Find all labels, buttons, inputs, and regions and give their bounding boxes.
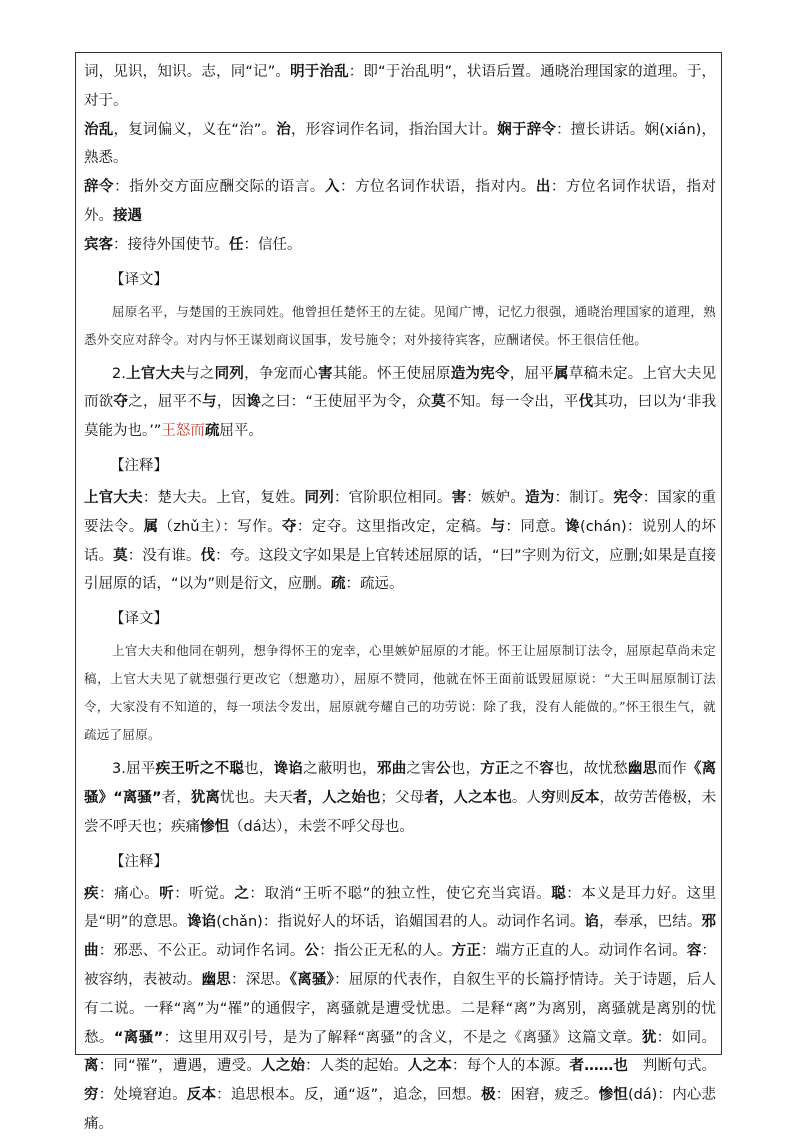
key-term: 谗谄 xyxy=(273,761,304,778)
note-definition: ：每个人的本源。 xyxy=(452,1058,570,1075)
note-term: 听 xyxy=(159,885,175,902)
note-definition: ：深思。 xyxy=(231,971,290,988)
note-definition: ：本义是耳力好。这里是“明”的意思。 xyxy=(84,885,717,931)
note-definition: ：制订。 xyxy=(554,489,614,506)
text-run: 忧也。夫天 xyxy=(220,789,293,806)
note-term: 莫 xyxy=(113,547,128,564)
note-term: 与 xyxy=(490,518,506,535)
note-definition: ，奉承，巴结。 xyxy=(599,914,702,931)
note-term: 谗谄 xyxy=(186,914,217,931)
text-run: ，争宠而心 xyxy=(244,365,318,382)
note-definition: （zhǔ主）：写作。 xyxy=(158,518,282,535)
key-term: 造为宪令 xyxy=(450,365,510,382)
notes-line: 治乱，复词偏义，义在“治”。治，形容词作名词，指治国大计。娴于辞令：擅长讲话。娴(xián)，熟悉。 xyxy=(84,121,717,167)
note-definition: ：屈原的代表作，自叙生平的长篇抒情诗。关于诗题，后人有二说。一释“离”为“罹”的通假字，离骚就是遭受忧患。二是释“离”为离别，离骚就是离别的忧愁。 xyxy=(84,971,717,1046)
text-run: ；父母 xyxy=(380,789,425,806)
note-term: 邪曲 xyxy=(84,914,717,960)
note-term: 同列 xyxy=(304,489,334,506)
translation-heading: 【译文】 xyxy=(110,611,168,628)
notes-heading: 【注释】 xyxy=(110,457,168,474)
key-term: 邪曲 xyxy=(376,761,407,778)
notes-line: 辞令：指外交方面应酬交际的语言。入：方位名词作状语，指对内。出：方位名词作状语，指对外。接遇 xyxy=(84,179,717,224)
key-term: 者，人之本也 xyxy=(424,789,512,806)
key-term: 容 xyxy=(539,761,555,778)
key-term: 惨怛 xyxy=(200,818,229,835)
note-term: 穷 xyxy=(84,1087,99,1104)
text-run: 也， xyxy=(450,761,481,778)
key-term: 疾王听之不聪 xyxy=(155,761,245,778)
note-term: 公 xyxy=(304,943,320,960)
note-definition: ：定夺。这里指改定，定稿。 xyxy=(296,518,491,535)
text-run: 之蔽明也， xyxy=(303,761,377,778)
note-definition: ：楚大夫。上官，复姓。 xyxy=(142,489,305,506)
note-term: 犹 xyxy=(641,1029,657,1046)
key-term: 与 xyxy=(202,394,217,411)
note-definition: ：嫉妒。 xyxy=(466,489,526,506)
text-run: 。人 xyxy=(511,789,542,806)
text-run: 王怒而 xyxy=(161,423,205,440)
note-term: 惨怛 xyxy=(598,1087,628,1104)
key-term: 谗 xyxy=(246,394,262,411)
note-definition: ：这里用双引号，是为了解释“离骚”的含义，不是之《离骚》这篇文章。 xyxy=(163,1029,642,1046)
source-paragraph-2 xyxy=(84,360,716,446)
text-run: 其功，曰以为‘非我莫能为也。’” xyxy=(84,394,717,440)
note-definition: ：指公正无私的人。 xyxy=(319,943,452,960)
key-term: “离骚” xyxy=(113,789,162,806)
note-term: 人之始 xyxy=(261,1058,306,1075)
note-term: 极 xyxy=(481,1087,496,1104)
note-definition: ：取消“王听不聪”的独立性，使它充当宾语。 xyxy=(249,885,552,902)
key-term: 夺 xyxy=(113,394,129,411)
note-term: 聪 xyxy=(551,885,567,902)
note-term: 疾 xyxy=(84,885,100,902)
key-term: 上官大夫 xyxy=(125,365,186,382)
note-term: 之 xyxy=(234,885,250,902)
notes-line: 宾客：接待外国使节。任：信任。 xyxy=(84,236,302,253)
text-run: 之，屈平不 xyxy=(128,394,203,411)
translation-heading: 【译文】 xyxy=(110,271,168,288)
note-term: 容 xyxy=(686,943,702,960)
note-definition: ：没有谁。 xyxy=(127,547,201,564)
text-run: 之曰：“王使屈平为令，众 xyxy=(261,394,432,411)
text-run: ，因 xyxy=(216,394,247,411)
notes-block-1 xyxy=(84,58,716,260)
note-definition: ：疏远。 xyxy=(345,576,404,593)
note-term: 《离骚》 xyxy=(289,971,335,988)
note-definition: (dá)：内心悲痛。 xyxy=(84,1087,717,1132)
text-run: 也， xyxy=(244,761,274,778)
note-definition: ：端方正直的人。动词作名词。 xyxy=(480,943,687,960)
notes-paragraph-2 xyxy=(84,484,716,599)
translation-text: 屈原名平，与楚国的王族同姓。他曾担任楚怀王的左徒。见闻广博，记忆力很强，通晓治理国家的道理，熟悉外交应对辞令。对内与怀王谋划商议国事，发号施令；对外接待宾客，应酬诸侯。怀王很信任他。 xyxy=(84,303,716,347)
note-definition: ：同“罹”，遭遇，遭受。 xyxy=(98,1058,262,1075)
note-term: 伐 xyxy=(200,547,216,564)
note-term: 造为 xyxy=(525,489,555,506)
text-run: 其能。怀王使屈原 xyxy=(332,365,451,382)
note-term: 疏 xyxy=(331,576,346,593)
note-definition: ：人类的起始。 xyxy=(305,1058,408,1075)
note-term: 宪令 xyxy=(613,489,643,506)
key-term: 伐 xyxy=(578,394,594,411)
note-definition: ：同意。 xyxy=(505,518,566,535)
key-term: 者，人之始也 xyxy=(292,789,381,806)
note-term: 夺 xyxy=(281,518,297,535)
key-term: 幽思 xyxy=(627,761,658,778)
key-term: 穷 xyxy=(541,789,556,806)
note-term: 上官大夫 xyxy=(84,489,143,506)
translation-text: 上官大夫和他同在朝列，想争得怀王的宠幸，心里嫉妒屈原的才能。怀王让屈原制订法令，屈原起草尚未定稿，上官大夫见了就想强行更改它（想邀功），屈原不赞同，他就在怀王面前诋毁屈原说：“大王叫屈原制订法令，大家没有不知道的，每一项法令发出，屈原就夸耀自己的功劳说：除了我，没有人能做的。”怀王很生气，就疏远了屈原。 xyxy=(84,643,716,743)
note-definition: ：被容纳，表被动。 xyxy=(84,943,717,988)
note-definition: 判断句式。 xyxy=(628,1058,717,1075)
key-term: 《离骚》 xyxy=(84,761,717,806)
note-term: 害 xyxy=(451,489,467,506)
text-run: 者， xyxy=(161,789,191,806)
text-run: ，故劳苦倦极，未尝不呼天也；疾痛 xyxy=(84,789,717,835)
note-term: 人之本 xyxy=(407,1058,452,1075)
note-term: 反本 xyxy=(186,1087,217,1104)
text-run: 则 xyxy=(555,789,571,806)
text-run: 草稿未定。上官大夫见而欲 xyxy=(84,365,717,411)
document-body xyxy=(84,58,716,1139)
note-definition: ：官阶职位相同。 xyxy=(333,489,452,506)
text-run: 屈平。 xyxy=(219,423,263,440)
key-term: 方正 xyxy=(480,761,510,778)
text-run: 而作 xyxy=(657,761,687,778)
note-term: 者……也 xyxy=(569,1058,629,1075)
note-definition: (chǎn)：指说好人的坏话，谄媚国君的人。动词作名词。 xyxy=(216,914,585,931)
note-term: 谄 xyxy=(584,914,600,931)
notes-paragraph-3 xyxy=(84,880,716,1139)
key-term: 莫 xyxy=(431,394,446,411)
text-run: 之害 xyxy=(406,761,436,778)
notes-line: 词，见识，知识。志，同“记”。明于治乱：即“于治乱明”，状语后置。通晓治理国家的道理。于，对于。 xyxy=(84,64,716,109)
note-definition: ：夸。这段文字如果是上官转述屈原的话，“曰”字则为衍文，应删;如果是直接引屈原的话，“以为”则是衍文，应删。 xyxy=(84,547,717,593)
note-term: “离骚” xyxy=(113,1029,164,1046)
key-term: 公 xyxy=(435,761,451,778)
text-run: 也，故忧愁 xyxy=(554,761,628,778)
source-paragraph-3 xyxy=(84,755,716,841)
notes-heading: 【注释】 xyxy=(110,853,168,870)
key-term: 害 xyxy=(317,365,333,382)
key-term: 犹离 xyxy=(190,789,220,806)
note-term: 属 xyxy=(143,518,159,535)
note-definition: ：痛心。 xyxy=(99,885,160,902)
para-number: 2. xyxy=(112,365,126,382)
note-term: 方正 xyxy=(451,943,481,960)
note-definition: ：听觉。 xyxy=(174,885,235,902)
note-definition: ：如同。 xyxy=(656,1029,717,1046)
text-run: 不知。每一令出，平 xyxy=(445,394,579,411)
key-term: 同列 xyxy=(214,365,245,382)
para-number: 3.屈平 xyxy=(112,761,156,778)
key-term: 反本 xyxy=(570,789,600,806)
note-term: 谗 xyxy=(565,518,581,535)
key-term: 属 xyxy=(554,365,569,382)
note-definition: ：邪恶、不公正。动词作名词。 xyxy=(98,943,305,960)
note-definition: ：处境窘迫。 xyxy=(98,1087,187,1104)
text-run: ，屈平 xyxy=(509,365,555,382)
text-run: 与之 xyxy=(185,365,215,382)
note-term: 幽思 xyxy=(201,971,231,988)
note-term: 离 xyxy=(84,1058,99,1075)
text-run: （dá达），未尝不呼父母也。 xyxy=(229,818,414,835)
note-definition: ：国家的重要法令。 xyxy=(84,489,717,535)
note-definition: ：追思根本。反，通“返”，追念，回想。 xyxy=(216,1087,482,1104)
note-definition: (chán)：说别人的坏话。 xyxy=(84,518,717,564)
note-definition: ：困窘，疲乏。 xyxy=(495,1087,599,1104)
text-run: 之不 xyxy=(509,761,540,778)
key-term: 疏 xyxy=(204,423,220,440)
